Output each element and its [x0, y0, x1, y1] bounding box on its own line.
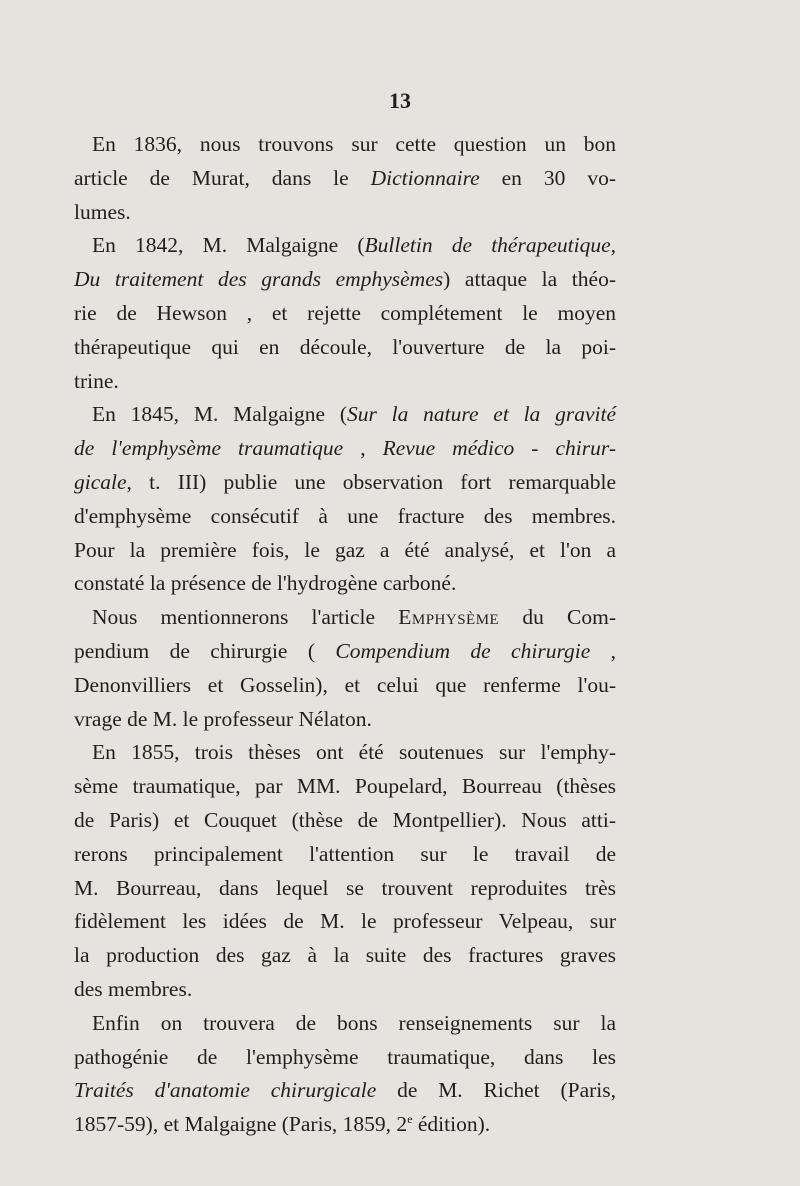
- text-segment: édition).: [412, 1112, 491, 1137]
- text-segment: ,: [343, 436, 383, 461]
- paragraph: [74, 736, 616, 1006]
- paragraph: [74, 1007, 616, 1142]
- page-number: 13: [389, 88, 411, 113]
- text-segment: lumes.: [74, 199, 131, 224]
- text-segment: Nous mentionnerons l'article: [92, 605, 399, 630]
- text-line: [74, 466, 616, 500]
- text-line: [74, 162, 616, 196]
- text-segment: vrage de M. le professeur Nélaton.: [74, 706, 372, 731]
- text-segment: fidèlement les idées de M. le professeur Velpeau, sur: [74, 909, 616, 934]
- text-segment: En 1845, M. Malgaigne (: [92, 402, 347, 427]
- text-segment: gicale: [74, 469, 127, 494]
- text-segment: Compendium de chirurgie: [335, 638, 591, 663]
- text-segment: de M. Richet (Paris,: [376, 1078, 616, 1103]
- text-segment: la production des gaz à la suite des fractures graves: [74, 943, 616, 968]
- text-line: [74, 838, 616, 872]
- text-segment: Du traitement des grands emphysèmes: [74, 267, 444, 292]
- text-line: [74, 432, 616, 466]
- text-line: [74, 736, 616, 770]
- text-segment: Revue médico - chirur-: [382, 436, 616, 461]
- text-segment: Traités d'anatomie chirurgicale: [74, 1078, 377, 1103]
- text-segment: Pour la première fois, le gaz a été analysé, et l'on a: [74, 537, 616, 562]
- text-line: [74, 1074, 616, 1108]
- text-line: [74, 770, 616, 804]
- text-line: [74, 229, 616, 263]
- text-line: [74, 263, 616, 297]
- text-segment: Dictionnaire: [370, 165, 480, 190]
- text-segment: article de Murat, dans le: [74, 165, 371, 190]
- text-line: [74, 567, 616, 601]
- paragraph: [74, 601, 616, 736]
- text-line: [74, 601, 616, 635]
- text-line: [74, 872, 616, 906]
- text-segment: Sur la nature et la gravité: [347, 402, 616, 427]
- text-segment: rerons principalement l'attention sur le travail de: [74, 841, 616, 866]
- text-line: [74, 365, 616, 399]
- text-segment: rie de Hewson , et rejette complétement le moyen: [74, 300, 616, 325]
- text-segment: Bulletin de thérapeutique,: [364, 233, 616, 258]
- text-line: [74, 297, 616, 331]
- text-segment: de l'emphysème traumatique: [74, 436, 344, 461]
- text-segment: sème traumatique, par MM. Poupelard, Bourreau (thèses: [74, 774, 616, 799]
- text-line: [74, 1041, 616, 1075]
- text-line: [74, 1108, 616, 1142]
- paragraph: [74, 229, 616, 398]
- text-line: [74, 1007, 616, 1041]
- text-line: [74, 196, 616, 230]
- text-line: [74, 398, 616, 432]
- text-segment: de Paris) et Couquet (thèse de Montpellier). Nous atti-: [74, 807, 616, 832]
- text-segment: M. Bourreau, dans lequel se trouvent reproduites très: [74, 875, 616, 900]
- text-segment: 1857-59), et Malgaigne (Paris, 1859, 2: [74, 1112, 408, 1137]
- text-segment: ,: [590, 638, 617, 663]
- text-line: [74, 500, 616, 534]
- body-text: [74, 128, 616, 1142]
- text-segment: En 1836, nous trouvons sur cette question un bon: [92, 132, 616, 156]
- text-segment: thérapeutique qui en découle, l'ouverture de la poi-: [74, 334, 616, 359]
- text-line: [74, 534, 616, 568]
- text-line: [74, 804, 616, 838]
- paragraph: [74, 398, 616, 601]
- text-segment: pathogénie de l'emphysème traumatique, dans les: [74, 1044, 616, 1069]
- text-segment: Denonvilliers et Gosselin), et celui que renferme l'ou-: [74, 672, 616, 697]
- text-segment: des membres.: [74, 976, 193, 1001]
- text-segment: constaté la présence de l'hydrogène carboné.: [74, 571, 457, 596]
- text-line: [74, 973, 616, 1007]
- text-segment: Emphysème: [398, 605, 500, 630]
- text-line: [74, 703, 616, 737]
- text-segment: d'emphysème consécutif à une fracture des membres.: [74, 503, 616, 528]
- text-segment: en 30 vo-: [479, 165, 616, 190]
- text-line: [74, 939, 616, 973]
- text-segment: , t. III) publie une observation fort remarquable: [126, 469, 616, 494]
- text-line: [74, 635, 616, 669]
- text-line: [74, 128, 616, 162]
- text-segment: e: [407, 1111, 413, 1126]
- text-segment: En 1855, trois thèses ont été soutenues sur l'emphy-: [92, 740, 616, 765]
- text-line: [74, 669, 616, 703]
- text-segment: En 1842, M. Malgaigne (: [92, 233, 365, 258]
- text-segment: Enfin on trouvera de bons renseignements sur la: [92, 1010, 616, 1035]
- text-line: [74, 331, 616, 365]
- text-line: [74, 905, 616, 939]
- text-segment: trine.: [74, 368, 119, 393]
- text-segment: du Com-: [499, 605, 616, 630]
- paragraph: [74, 128, 616, 229]
- text-segment: ) attaque la théo-: [443, 267, 616, 292]
- text-segment: pendium de chirurgie (: [74, 638, 336, 663]
